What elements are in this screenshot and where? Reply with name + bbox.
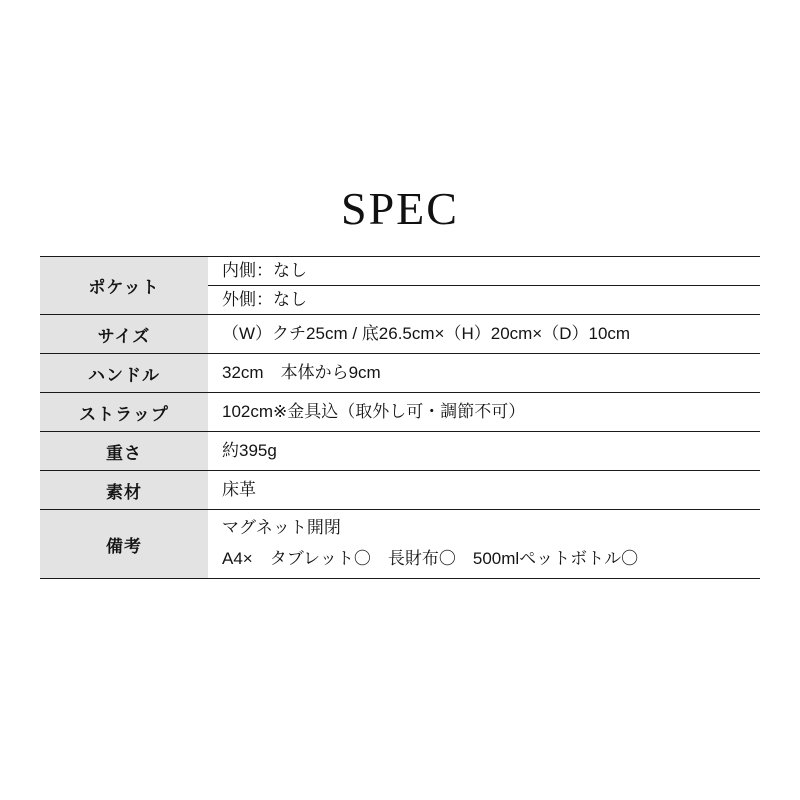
table-row [40,471,760,510]
spec-value-pocket-outside: 外側：なし [208,286,760,315]
spec-value-pocket-inside: 内側：なし [208,257,760,286]
table-row [40,510,760,579]
table-row [40,315,760,354]
spec-label-size: サイズ [40,315,208,354]
spec-label-notes: 備考 [40,510,208,579]
spec-value-size: （W）クチ25cm / 底26.5cm×（H）20cm×（D）10cm [208,315,760,354]
spec-label-pocket: ポケット [40,257,208,315]
table-row [40,432,760,471]
page-title: SPEC [341,183,459,234]
spec-table-container [40,256,760,579]
spec-value-weight: 約395g [208,432,760,471]
table-row [40,257,760,286]
spec-label-handle: ハンドル [40,354,208,393]
table-row [40,354,760,393]
spec-label-material: 素材 [40,471,208,510]
spec-value-material: 床革 [208,471,760,510]
spec-label-strap: ストラップ [40,393,208,432]
table-row [40,393,760,432]
spec-value-notes [208,510,760,579]
spec-value-handle: 32cm 本体から9cm [208,354,760,393]
spec-label-weight: 重さ [40,432,208,471]
spec-note-line-1: マグネット開閉 [222,518,341,538]
spec-note-line-2: A4× タブレット〇 長財布〇 500mlペットボトル〇 [222,549,639,568]
spec-value-strap: 102cm※金具込（取外し可・調節不可） [208,393,760,432]
spec-table [40,256,760,579]
